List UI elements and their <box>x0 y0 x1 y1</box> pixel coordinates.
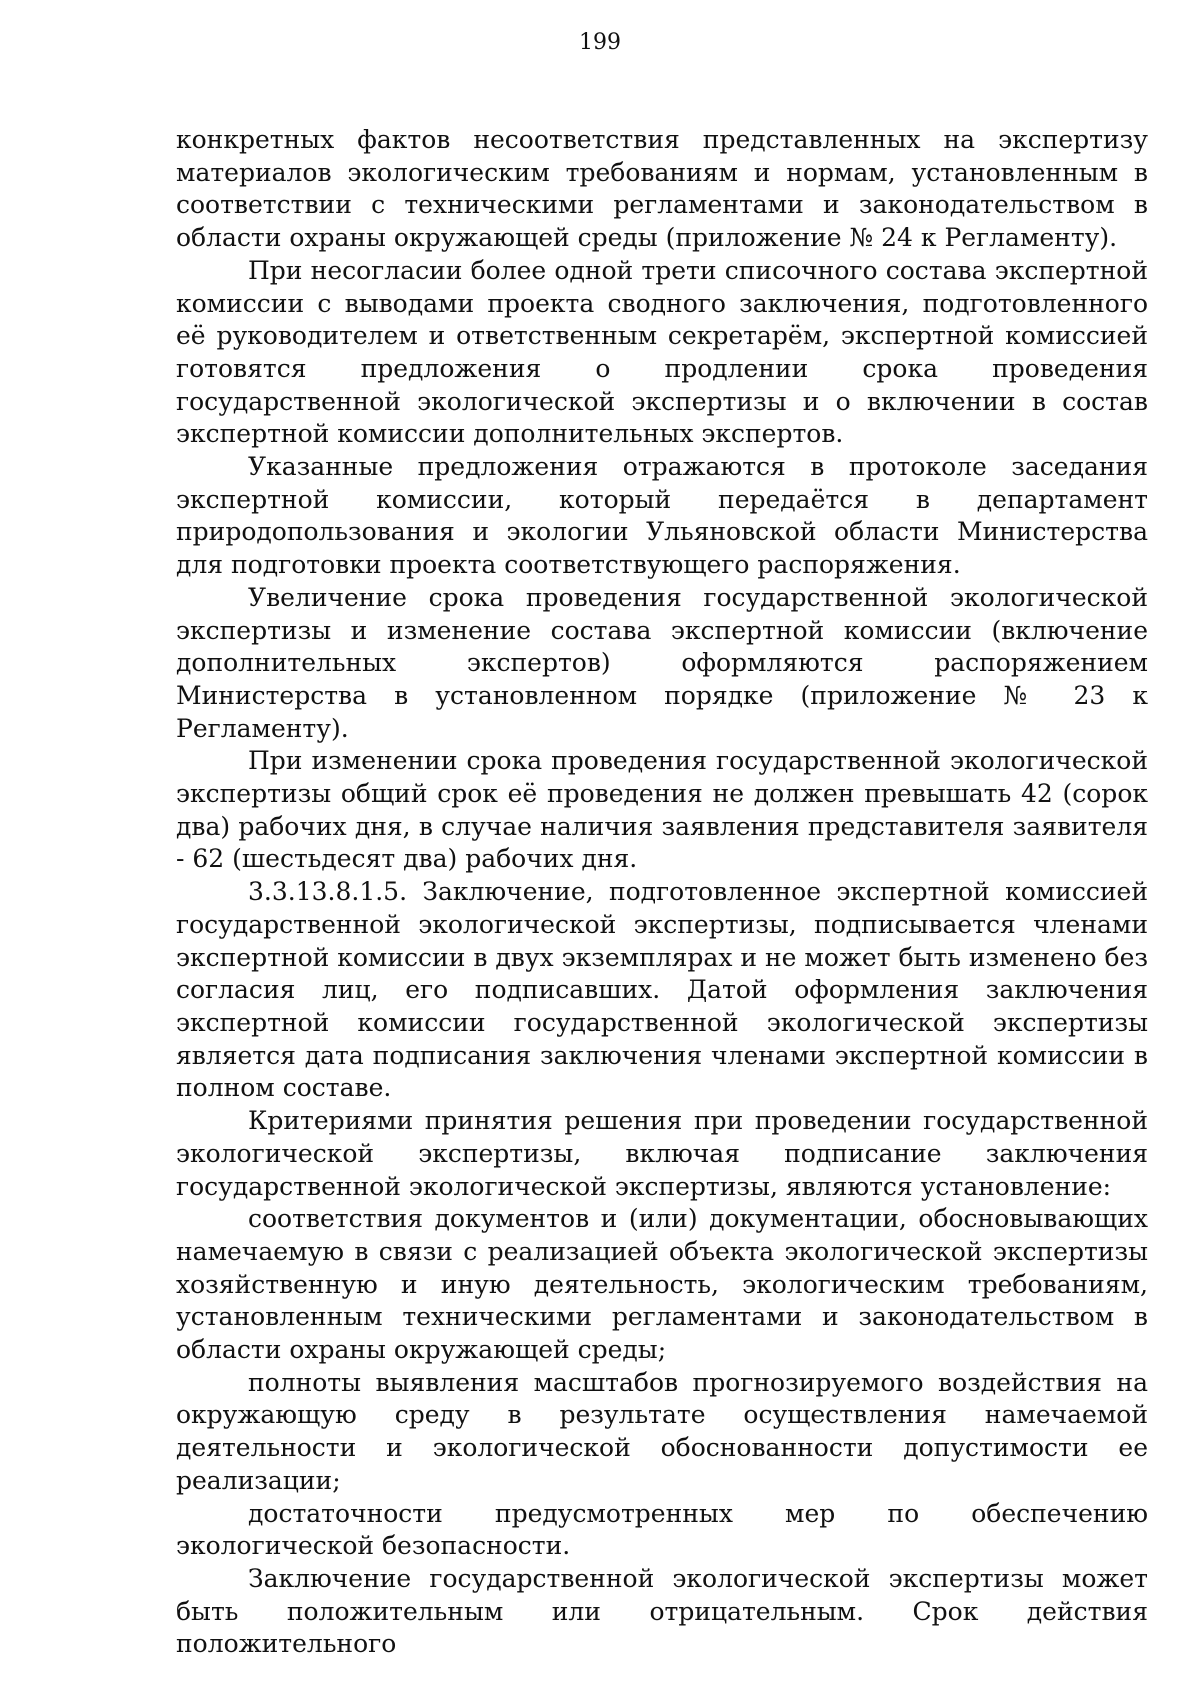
page-number: 199 <box>579 30 621 55</box>
paragraph-continuation: конкретных фактов несоответствия представленных на экспертизу материалов экологическим требованиям и нормам, установленным в соответствии с техническими регламентами и законодательством в области охраны окружающей среды (приложение № 24 к Регламенту). <box>176 125 1148 253</box>
paragraph-criterion-compliance: соответствия документов и (или) документации, обосновывающих намечаемую в связи с реализацией объекта экологической экспертизы хозяйственную и иную деятельность, экологическим требованиям, установленным техническими регламентами и законодательством в области охраны окружающей среды; <box>176 1204 1148 1365</box>
paragraph-criteria: Критериями принятия решения при проведении государственной экологической экспертизы, включая подписание заключения государственной экологической экспертизы, являются установление: <box>176 1106 1148 1201</box>
paragraph-criterion-sufficiency: достаточности предусмотренных мер по обеспечению экологической безопасности. <box>176 1498 1148 1561</box>
paragraph-criterion-completeness: полноты выявления масштабов прогнозируемого воздействия на окружающую среду в результате осуществления намечаемой деятельности и экологической обоснованности допустимости ее реализации; <box>176 1367 1148 1495</box>
body-text <box>176 124 1148 1661</box>
paragraph-conclusion-validity: Заключение государственной экологической экспертизы может быть положительным или отрицательным. Срок действия положительного <box>176 1563 1148 1659</box>
paragraph-term-limit: При изменении срока проведения государственной экологической экспертизы общий срок её проведения не должен превышать 42 (сорок два) рабочих дня, в случае наличия заявления представителя заявителя - 62 (шестьдесят два) рабочих дня. <box>176 746 1148 874</box>
paragraph-proposals: Указанные предложения отражаются в протоколе заседания экспертной комиссии, который передаётся в департамент природопользования и экологии Ульяновской области Министерства для подготовки проекта соответствующего распоряжения. <box>176 452 1148 580</box>
paragraph-section-3-3-13-8-1-5: 3.3.13.8.1.5. Заключение, подготовленное экспертной комиссией государственной экологической экспертизы, подписывается членами экспертной комиссии в двух экземплярах и не может быть изменено без согласия лиц, его подписавших. Датой оформления заключения экспертной комиссии государственной экологической экспертизы является дата подписания заключения членами экспертной комиссии в полном составе. <box>176 877 1148 1103</box>
paragraph-term-extension: Увеличение срока проведения государственной экологической экспертизы и изменение состава экспертной комиссии (включение дополнительных экспертов) оформляются распоряжением Министерства в установленном порядке (приложение № 23 к Регламенту). <box>176 582 1148 743</box>
paragraph-disagreement: При несогласии более одной трети списочного состава экспертной комиссии с выводами проекта сводного заключения, подготовленного её руководителем и ответственным секретарём, экспертной комиссией готовятся предложения о продлении срока проведения государственной экологической экспертизы и о включении в состав экспертной комиссии дополнительных экспертов. <box>176 255 1148 449</box>
